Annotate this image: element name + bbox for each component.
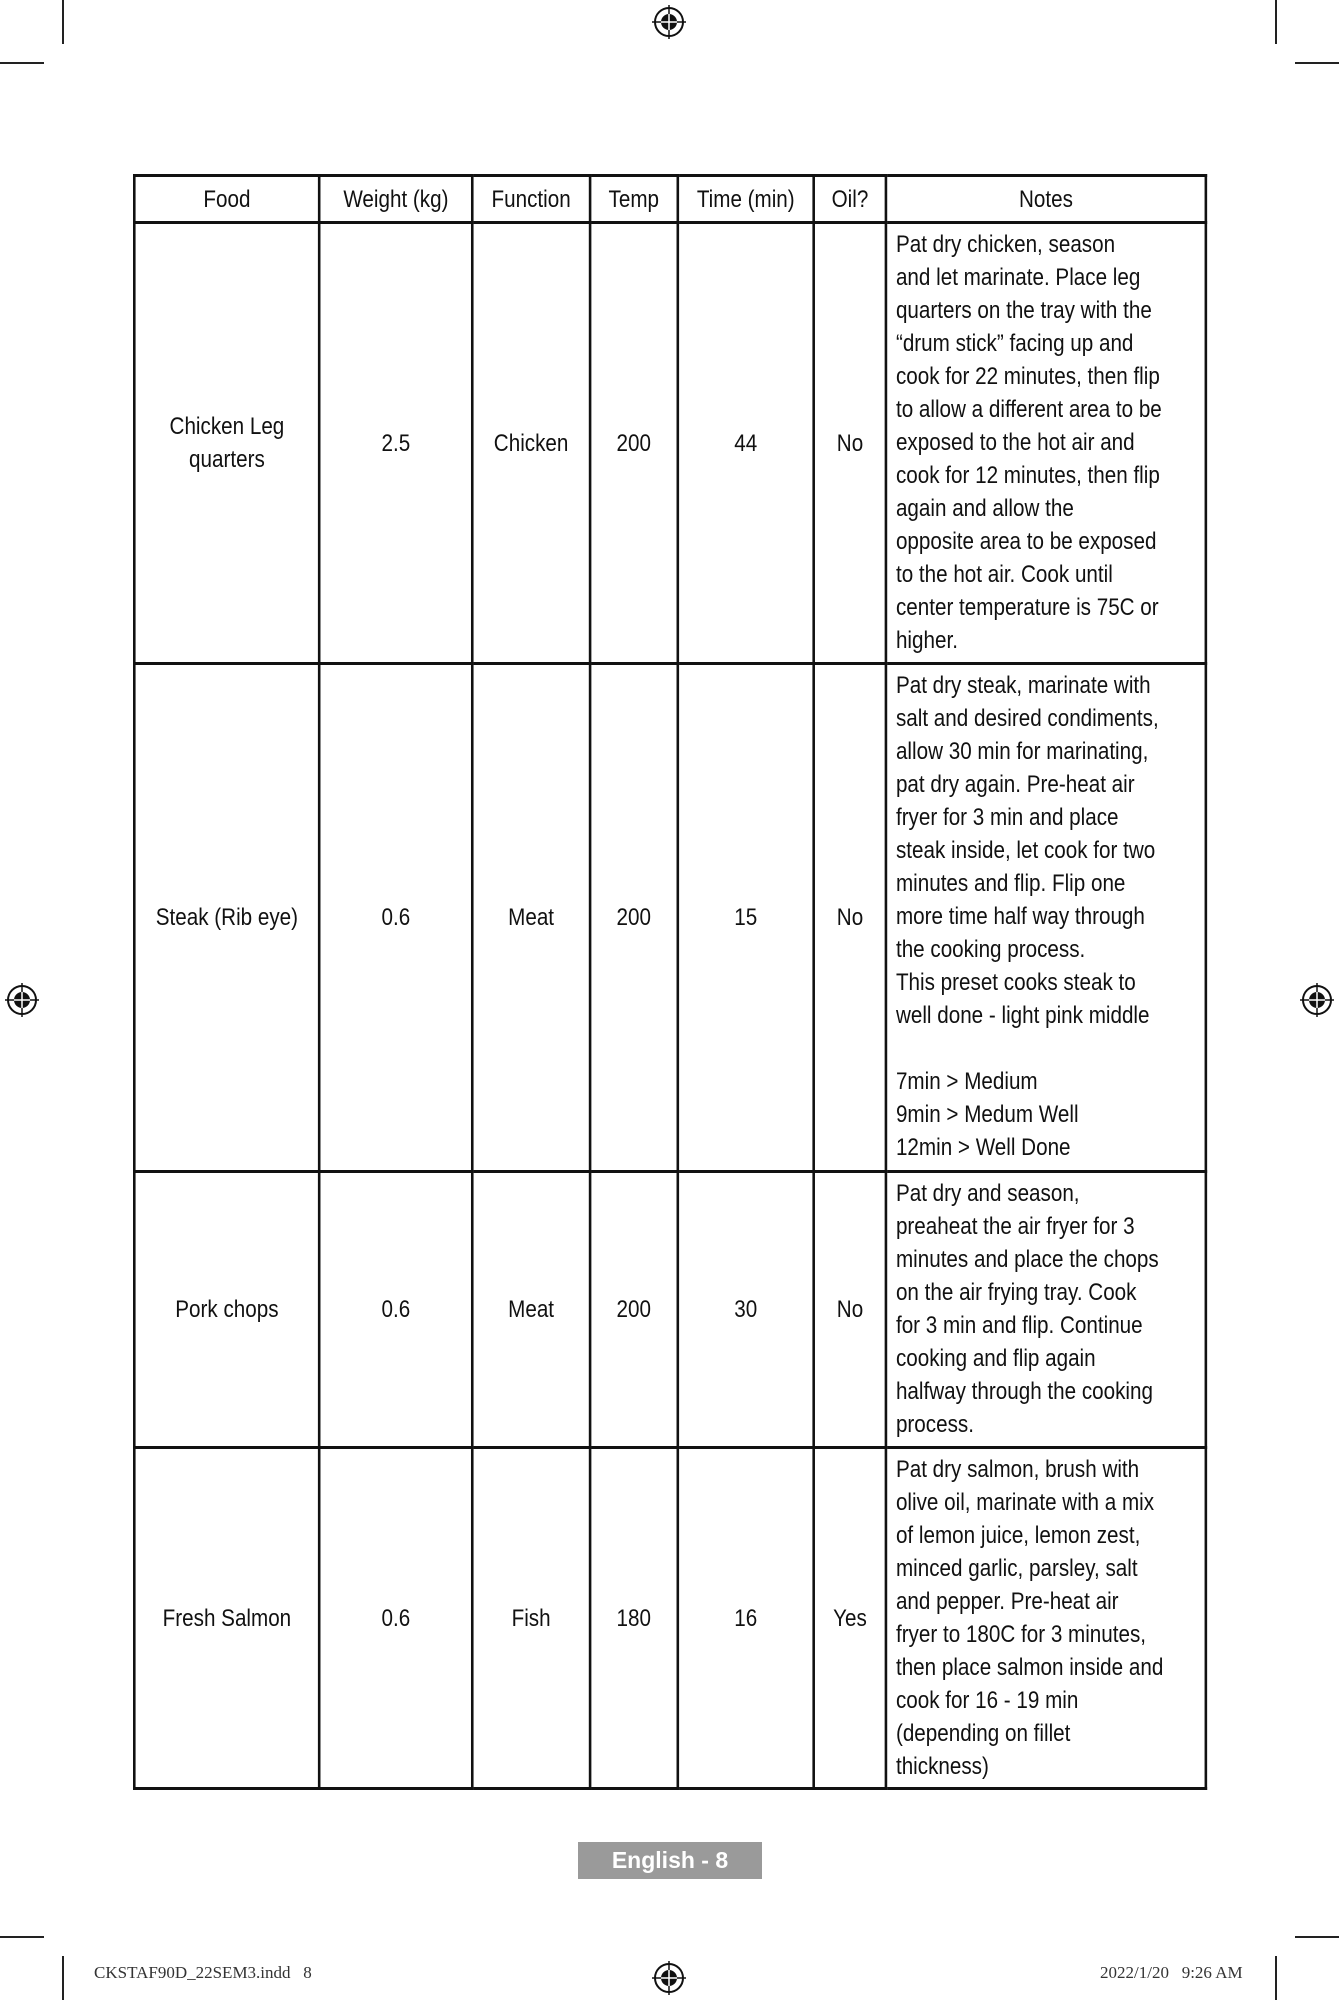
function-cell: Meat — [472, 1172, 590, 1448]
oil-cell: Yes — [814, 1448, 886, 1789]
notes-cell: Pat dry and season, preaheat the air fryer for 3 minutes and place the chops on the air frying tray. Cook for 3 min and flip. Continue cooking and flip again halfway through the cooking process. — [886, 1172, 1206, 1448]
file-slug: CKSTAF90D_22SEM3.indd 8 — [94, 1963, 312, 1982]
oil-cell: No — [814, 223, 886, 664]
function-cell: Meat — [472, 664, 590, 1172]
notes-cell: Pat dry steak, marinate with salt and desired condiments, allow 30 min for marinating, pat dry again. Pre-heat air fryer for 3 min and place steak inside, let cook for two minutes and flip. Flip one more time half way through the cooking process. This preset cooks steak to well done - light pink middle 7min > Medium 9min > Medum Well 12min > Well Done — [886, 664, 1206, 1172]
function-cell: Fish — [472, 1448, 590, 1789]
function-cell: Chicken — [472, 223, 590, 664]
temp-cell: 200 — [590, 664, 678, 1172]
header-function: Function — [472, 176, 590, 223]
temp-cell: 200 — [590, 223, 678, 664]
notes-cell: Pat dry salmon, brush with olive oil, marinate with a mix of lemon juice, lemon zest, minced garlic, parsley, salt and pepper. Pre-heat air fryer to 180C for 3 minutes, then place salmon inside and cook for 16 - 19 min (depending on fillet thickness) — [886, 1448, 1206, 1789]
table-row — [134, 1448, 1206, 1789]
crop-mark — [0, 62, 44, 64]
table-row — [134, 1172, 1206, 1448]
header-notes: Notes — [886, 176, 1206, 223]
header-oil: Oil? — [814, 176, 886, 223]
registration-mark-icon — [652, 5, 686, 39]
crop-mark — [1275, 0, 1277, 44]
weight-cell: 0.6 — [320, 664, 473, 1172]
header-time: Time (min) — [678, 176, 814, 223]
header-row — [134, 176, 1206, 223]
temp-cell: 200 — [590, 1172, 678, 1448]
print-timestamp: 2022/1/20 9:26 AM — [1100, 1963, 1243, 1982]
header-food: Food — [134, 176, 319, 223]
crop-mark — [62, 0, 64, 44]
weight-cell: 0.6 — [320, 1448, 473, 1789]
header-weight: Weight (kg) — [320, 176, 473, 223]
oil-cell: No — [814, 664, 886, 1172]
oil-cell: No — [814, 1172, 886, 1448]
notes-cell: Pat dry chicken, season and let marinate. Place leg quarters on the tray with the “drum stick” facing up and cook for 22 minutes, then flip to allow a different area to be exposed to the hot air and cook for 12 minutes, then flip again and allow the opposite area to be exposed to the hot air. Cook until center temperature is 75C or higher. — [886, 223, 1206, 664]
weight-cell: 2.5 — [320, 223, 473, 664]
page-number-badge: English - 8 — [578, 1842, 762, 1879]
time-cell: 44 — [678, 223, 814, 664]
temp-cell: 180 — [590, 1448, 678, 1789]
time-cell: 16 — [678, 1448, 814, 1789]
weight-cell: 0.6 — [320, 1172, 473, 1448]
crop-mark — [0, 1936, 44, 1938]
crop-mark — [1295, 1936, 1339, 1938]
food-cell: Chicken Leg quarters — [134, 223, 319, 664]
registration-mark-icon — [5, 983, 39, 1017]
time-cell: 30 — [678, 1172, 814, 1448]
table-row — [134, 664, 1206, 1172]
food-cell: Steak (Rib eye) — [134, 664, 319, 1172]
registration-mark-icon — [1300, 983, 1334, 1017]
table-row — [134, 223, 1206, 664]
crop-mark — [1275, 1956, 1277, 2000]
crop-mark — [1295, 62, 1339, 64]
crop-mark — [62, 1956, 64, 2000]
cooking-guide-table — [133, 174, 1207, 1790]
food-cell: Pork chops — [134, 1172, 319, 1448]
registration-mark-icon — [652, 1961, 686, 1995]
header-temp: Temp — [590, 176, 678, 223]
food-cell: Fresh Salmon — [134, 1448, 319, 1789]
time-cell: 15 — [678, 664, 814, 1172]
